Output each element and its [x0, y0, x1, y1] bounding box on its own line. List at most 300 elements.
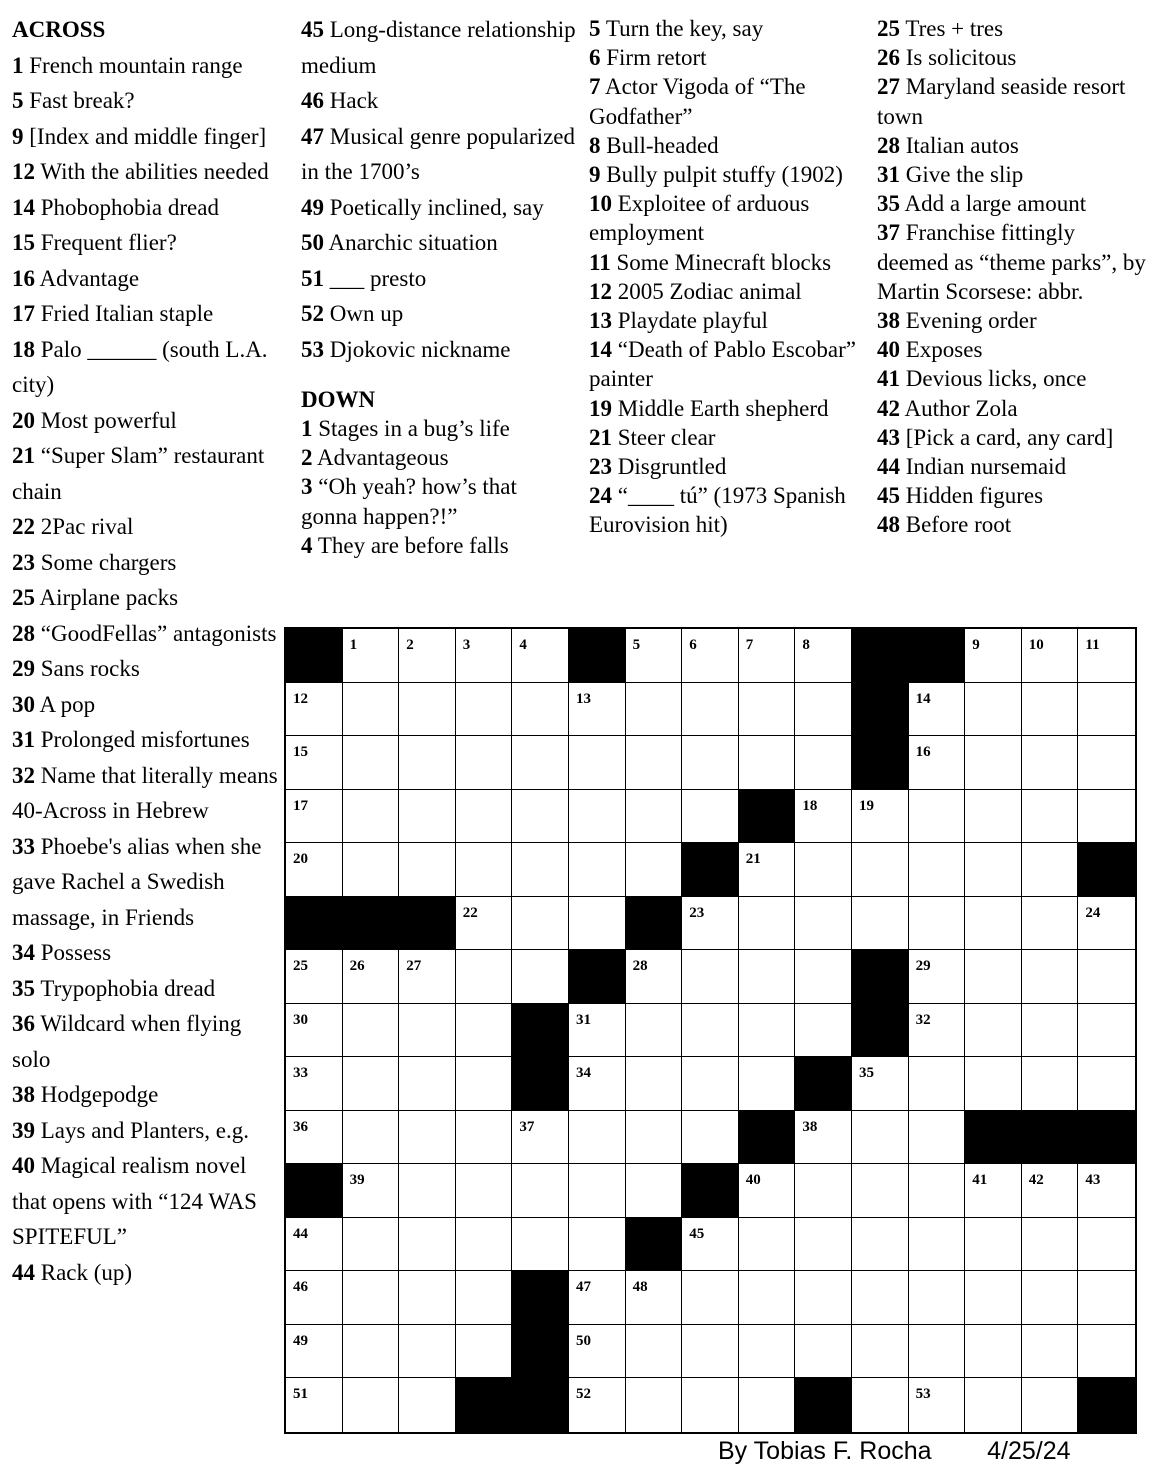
cell-number: 45	[689, 1225, 705, 1242]
grid-cell[interactable]	[626, 950, 683, 1004]
grid-cell[interactable]	[286, 1004, 343, 1058]
grid-cell[interactable]	[343, 790, 400, 844]
grid-cell[interactable]	[739, 1057, 796, 1111]
grid-cell[interactable]	[795, 1218, 852, 1272]
clue-text: Playdate playful	[612, 308, 768, 334]
grid-cell[interactable]	[1022, 1218, 1079, 1272]
clue-number: 28	[877, 132, 900, 158]
clue-item	[589, 14, 867, 43]
grid-block	[569, 950, 626, 1004]
grid-cell[interactable]	[343, 1271, 400, 1325]
grid-cell[interactable]	[795, 683, 852, 737]
clue-number: 9	[12, 123, 24, 149]
clue-item	[301, 12, 576, 83]
grid-cell[interactable]	[512, 843, 569, 897]
clue-number: 35	[12, 975, 35, 1001]
grid-cell[interactable]	[965, 790, 1022, 844]
grid-cell[interactable]	[1022, 1378, 1079, 1432]
clue-text: Fried Italian staple	[35, 301, 214, 326]
grid-cell[interactable]	[795, 1271, 852, 1325]
grid-cell[interactable]	[1078, 1057, 1135, 1111]
cell-number: 48	[632, 1279, 648, 1296]
clue-item	[12, 119, 280, 155]
grid-cell[interactable]	[1022, 736, 1079, 790]
grid-cell[interactable]	[569, 790, 626, 844]
grid-cell[interactable]	[739, 736, 796, 790]
grid-cell[interactable]	[1022, 843, 1079, 897]
clue-number: 36	[12, 1011, 35, 1036]
grid-cell[interactable]	[512, 1111, 569, 1165]
cell-number: 43	[1085, 1172, 1101, 1189]
clue-number: 28	[12, 620, 35, 646]
grid-cell[interactable]	[1022, 629, 1079, 683]
clue-item	[12, 580, 280, 616]
clue-text: 2005 Zodiac animal	[612, 278, 802, 304]
grid-cell[interactable]	[456, 1111, 513, 1165]
grid-cell[interactable]	[286, 1271, 343, 1325]
clue-text: Actor Vigoda of “The Godfather”	[589, 74, 806, 129]
grid-cell[interactable]	[569, 1004, 626, 1058]
grid-cell[interactable]	[1022, 897, 1079, 951]
grid-cell[interactable]	[1078, 1164, 1135, 1218]
grid-cell[interactable]	[909, 736, 966, 790]
grid-cell[interactable]	[456, 843, 513, 897]
clue-text: Italian autos	[900, 132, 1019, 158]
cell-number: 38	[802, 1118, 818, 1135]
clue-number: 32	[12, 762, 35, 788]
cell-number: 44	[293, 1225, 308, 1242]
grid-cell[interactable]	[1022, 1164, 1079, 1218]
clue-item	[877, 452, 1149, 481]
cell-number: 25	[293, 958, 308, 975]
grid-cell[interactable]	[965, 950, 1022, 1004]
grid-cell[interactable]	[909, 790, 966, 844]
grid-cell[interactable]	[682, 1325, 739, 1379]
clue-number: 6	[589, 45, 601, 71]
cell-number: 2	[406, 637, 414, 653]
grid-cell[interactable]	[456, 1271, 513, 1325]
clue-item	[12, 971, 280, 1007]
grid-cell[interactable]	[456, 736, 513, 790]
grid-cell[interactable]	[569, 736, 626, 790]
cell-number: 52	[575, 1386, 591, 1403]
grid-cell[interactable]	[909, 1325, 966, 1379]
grid-block	[739, 790, 796, 844]
grid-cell[interactable]	[682, 897, 739, 951]
clue-text: Advantage	[35, 265, 140, 291]
grid-cell[interactable]	[343, 1057, 400, 1111]
grid-cell[interactable]	[569, 1378, 626, 1432]
grid-block	[852, 683, 909, 737]
grid-cell[interactable]	[739, 843, 796, 897]
grid-cell[interactable]	[456, 629, 513, 683]
grid-cell[interactable]	[343, 1164, 400, 1218]
grid-cell[interactable]	[512, 897, 569, 951]
clue-item	[877, 131, 1149, 160]
clue-item	[589, 160, 867, 189]
clue-text: They are before falls	[312, 532, 509, 558]
grid-cell[interactable]	[852, 1057, 909, 1111]
cell-number: 20	[293, 851, 308, 868]
grid-cell[interactable]	[795, 629, 852, 683]
grid-cell[interactable]	[399, 629, 456, 683]
grid-cell[interactable]	[343, 1378, 400, 1432]
grid-cell[interactable]	[852, 1164, 909, 1218]
across-clues-column-1	[12, 12, 280, 1290]
grid-cell[interactable]	[286, 1378, 343, 1432]
grid-cell[interactable]	[1078, 1218, 1135, 1272]
grid-cell[interactable]	[739, 1004, 796, 1058]
grid-cell[interactable]	[852, 790, 909, 844]
cell-number: 5	[632, 637, 641, 653]
grid-block	[1022, 1111, 1079, 1165]
grid-cell[interactable]	[909, 1271, 966, 1325]
grid-cell[interactable]	[569, 843, 626, 897]
grid-cell[interactable]	[1078, 683, 1135, 737]
grid-cell[interactable]	[569, 897, 626, 951]
grid-cell[interactable]	[909, 1004, 966, 1058]
cell-number: 6	[689, 637, 697, 653]
grid-cell[interactable]	[1078, 950, 1135, 1004]
grid-cell[interactable]	[569, 1271, 626, 1325]
grid-block	[852, 950, 909, 1004]
grid-cell[interactable]	[965, 1164, 1022, 1218]
grid-cell[interactable]	[852, 1111, 909, 1165]
grid-cell[interactable]	[739, 1325, 796, 1379]
grid-cell[interactable]	[965, 843, 1022, 897]
grid-cell[interactable]	[399, 1378, 456, 1432]
clue-item	[301, 296, 576, 332]
grid-cell[interactable]	[682, 790, 739, 844]
clue-text: Lays and Planters, e.g.	[35, 1117, 249, 1143]
grid-cell[interactable]	[682, 736, 739, 790]
grid-cell[interactable]	[965, 1325, 1022, 1379]
clue-item	[12, 261, 280, 297]
grid-cell[interactable]	[343, 1325, 400, 1379]
grid-cell[interactable]	[1078, 1325, 1135, 1379]
clue-item	[301, 443, 576, 472]
grid-cell[interactable]	[965, 1218, 1022, 1272]
grid-cell[interactable]	[739, 1378, 796, 1432]
clue-item	[589, 335, 867, 393]
grid-cell[interactable]	[569, 1111, 626, 1165]
grid-cell[interactable]	[456, 683, 513, 737]
grid-cell[interactable]	[512, 629, 569, 683]
clue-item	[877, 160, 1149, 189]
grid-cell[interactable]	[286, 1325, 343, 1379]
grid-cell[interactable]	[626, 1378, 683, 1432]
grid-cell[interactable]	[399, 1325, 456, 1379]
clue-text: Phoebe's alias when she gave Rachel a Swedish massage, in Friends	[12, 833, 262, 930]
grid-cell[interactable]	[852, 1378, 909, 1432]
clue-item	[12, 758, 280, 829]
clue-number: 29	[12, 656, 35, 681]
grid-cell[interactable]	[852, 843, 909, 897]
grid-cell[interactable]	[286, 1111, 343, 1165]
grid-cell[interactable]	[626, 1057, 683, 1111]
grid-cell[interactable]	[852, 1325, 909, 1379]
grid-cell[interactable]	[626, 1111, 683, 1165]
clue-text: Palo ______ (south L.A. city)	[12, 336, 268, 397]
grid-cell[interactable]	[1022, 1271, 1079, 1325]
grid-cell[interactable]	[1078, 897, 1135, 951]
clue-number: 17	[12, 301, 35, 326]
cell-number: 31	[575, 1011, 591, 1028]
grid-cell[interactable]	[909, 1057, 966, 1111]
clue-number: 5	[589, 16, 601, 41]
grid-cell[interactable]	[909, 843, 966, 897]
grid-cell[interactable]	[626, 1164, 683, 1218]
grid-cell[interactable]	[739, 1164, 796, 1218]
grid-cell[interactable]	[286, 950, 343, 1004]
grid-cell[interactable]	[682, 1057, 739, 1111]
grid-cell[interactable]	[512, 1218, 569, 1272]
grid-cell[interactable]	[852, 1218, 909, 1272]
grid-cell[interactable]	[795, 950, 852, 1004]
grid-cell[interactable]	[965, 1004, 1022, 1058]
grid-cell[interactable]	[1022, 683, 1079, 737]
clue-text: Name that literally means 40-Across in Hebrew	[12, 762, 278, 823]
grid-cell[interactable]	[739, 629, 796, 683]
clue-item	[589, 452, 867, 481]
grid-cell[interactable]	[739, 950, 796, 1004]
grid-cell[interactable]	[456, 1218, 513, 1272]
clue-number: 30	[12, 691, 35, 717]
grid-cell[interactable]	[909, 950, 966, 1004]
clue-text: A pop	[35, 691, 96, 717]
clue-item	[589, 131, 867, 160]
grid-cell[interactable]	[1078, 1004, 1135, 1058]
grid-cell[interactable]	[909, 1378, 966, 1432]
clue-item	[12, 722, 280, 758]
cell-number: 24	[1085, 904, 1101, 921]
grid-block	[795, 1057, 852, 1111]
grid-cell[interactable]	[399, 736, 456, 790]
grid-cell[interactable]	[1078, 736, 1135, 790]
clue-text: Turn the key, say	[600, 16, 764, 41]
grid-cell[interactable]	[965, 1378, 1022, 1432]
cell-number: 36	[293, 1118, 308, 1135]
grid-cell[interactable]	[795, 897, 852, 951]
grid-cell[interactable]	[456, 790, 513, 844]
grid-cell[interactable]	[965, 683, 1022, 737]
grid-block	[286, 897, 343, 951]
grid-cell[interactable]	[909, 1218, 966, 1272]
grid-cell[interactable]	[795, 1325, 852, 1379]
grid-cell[interactable]	[569, 1218, 626, 1272]
clue-number: 38	[12, 1082, 35, 1107]
grid-cell[interactable]	[512, 736, 569, 790]
grid-block	[286, 1164, 343, 1218]
grid-cell[interactable]	[626, 683, 683, 737]
grid-cell[interactable]	[456, 1164, 513, 1218]
clue-text: Magical realism novel that opens with “124 WAS SPITEFUL”	[12, 1153, 257, 1249]
grid-cell[interactable]	[909, 1164, 966, 1218]
cell-number: 23	[689, 904, 705, 921]
grid-cell[interactable]	[286, 1218, 343, 1272]
clue-number: 5	[12, 88, 24, 113]
grid-cell[interactable]	[286, 1057, 343, 1111]
clue-number: 40	[877, 337, 900, 363]
grid-cell[interactable]	[682, 950, 739, 1004]
clue-text: Possess	[35, 940, 112, 965]
grid-cell[interactable]	[852, 897, 909, 951]
grid-cell[interactable]	[852, 1271, 909, 1325]
grid-cell[interactable]	[569, 1164, 626, 1218]
grid-cell[interactable]	[456, 950, 513, 1004]
grid-cell[interactable]	[399, 843, 456, 897]
grid-cell[interactable]	[682, 629, 739, 683]
clue-text: Disgruntled	[612, 454, 727, 480]
clue-item	[12, 616, 280, 652]
grid-cell[interactable]	[682, 1378, 739, 1432]
grid-cell[interactable]	[795, 790, 852, 844]
grid-cell[interactable]	[739, 683, 796, 737]
grid-cell[interactable]	[682, 1111, 739, 1165]
grid-cell[interactable]	[682, 683, 739, 737]
clue-text: Maryland seaside resort town	[877, 74, 1126, 129]
grid-block	[456, 1378, 513, 1432]
grid-cell[interactable]	[286, 736, 343, 790]
grid-cell[interactable]	[399, 950, 456, 1004]
grid-cell[interactable]	[1078, 629, 1135, 683]
clue-item	[12, 332, 280, 403]
grid-cell[interactable]	[909, 1111, 966, 1165]
grid-cell[interactable]	[795, 1164, 852, 1218]
grid-cell[interactable]	[399, 1164, 456, 1218]
cell-number: 3	[462, 637, 471, 653]
grid-cell[interactable]	[909, 897, 966, 951]
cell-number: 12	[293, 690, 308, 707]
grid-cell[interactable]	[399, 683, 456, 737]
grid-cell[interactable]	[1078, 1271, 1135, 1325]
grid-cell[interactable]	[965, 736, 1022, 790]
clue-item	[12, 829, 280, 936]
clue-text: “GoodFellas” antagonists	[35, 620, 277, 646]
cell-number: 8	[802, 637, 810, 653]
clue-number: 14	[12, 194, 35, 220]
clue-item	[589, 423, 867, 452]
grid-cell[interactable]	[343, 683, 400, 737]
grid-cell[interactable]	[343, 1004, 400, 1058]
grid-cell[interactable]	[512, 950, 569, 1004]
grid-cell[interactable]	[569, 683, 626, 737]
grid-cell[interactable]	[343, 1111, 400, 1165]
grid-cell[interactable]	[739, 1271, 796, 1325]
clue-item	[301, 190, 576, 226]
grid-cell[interactable]	[343, 1218, 400, 1272]
clue-item	[301, 472, 576, 530]
grid-cell[interactable]	[286, 790, 343, 844]
clue-text: Own up	[324, 301, 404, 326]
grid-cell[interactable]	[626, 1325, 683, 1379]
grid-cell[interactable]	[739, 897, 796, 951]
grid-cell[interactable]	[795, 843, 852, 897]
grid-cell[interactable]	[456, 897, 513, 951]
down-clues-column-4	[877, 14, 1149, 540]
grid-cell[interactable]	[456, 1057, 513, 1111]
grid-cell[interactable]	[1022, 1004, 1079, 1058]
grid-cell[interactable]	[626, 843, 683, 897]
grid-cell[interactable]	[682, 1271, 739, 1325]
grid-cell[interactable]	[512, 683, 569, 737]
clue-number: 23	[12, 549, 35, 575]
author-credit: By Tobias F. Rocha	[718, 1437, 932, 1465]
grid-cell[interactable]	[512, 790, 569, 844]
cell-number: 41	[972, 1172, 988, 1189]
grid-cell[interactable]	[626, 736, 683, 790]
grid-cell[interactable]	[399, 790, 456, 844]
grid-cell[interactable]	[286, 843, 343, 897]
grid-cell[interactable]	[965, 629, 1022, 683]
grid-cell[interactable]	[512, 1164, 569, 1218]
grid-cell[interactable]	[343, 629, 400, 683]
grid-cell[interactable]	[399, 1057, 456, 1111]
grid-cell[interactable]	[399, 1004, 456, 1058]
grid-cell[interactable]	[626, 790, 683, 844]
grid-cell[interactable]	[795, 736, 852, 790]
grid-block	[1078, 1111, 1135, 1165]
grid-cell[interactable]	[965, 1271, 1022, 1325]
grid-cell[interactable]	[1022, 1057, 1079, 1111]
grid-cell[interactable]	[399, 1218, 456, 1272]
grid-cell[interactable]	[456, 1325, 513, 1379]
grid-cell[interactable]	[1022, 790, 1079, 844]
grid-cell[interactable]	[1022, 1325, 1079, 1379]
grid-cell[interactable]	[1078, 790, 1135, 844]
grid-cell[interactable]	[965, 1057, 1022, 1111]
clue-item	[12, 1255, 280, 1291]
clue-text: Some chargers	[35, 549, 177, 575]
grid-cell[interactable]	[739, 1218, 796, 1272]
grid-cell[interactable]	[343, 950, 400, 1004]
grid-cell[interactable]	[626, 1271, 683, 1325]
grid-cell[interactable]	[569, 1325, 626, 1379]
clue-number: 31	[12, 727, 35, 752]
grid-cell[interactable]	[965, 897, 1022, 951]
grid-block	[795, 1378, 852, 1432]
grid-cell[interactable]	[343, 736, 400, 790]
grid-cell[interactable]	[909, 683, 966, 737]
grid-cell[interactable]	[343, 843, 400, 897]
grid-block	[852, 736, 909, 790]
grid-cell[interactable]	[626, 629, 683, 683]
clue-text: 2Pac rival	[35, 514, 134, 539]
clue-text: Exploitee of arduous employment	[589, 191, 810, 246]
grid-cell[interactable]	[286, 683, 343, 737]
grid-cell[interactable]	[682, 1218, 739, 1272]
grid-cell[interactable]	[399, 1111, 456, 1165]
grid-cell[interactable]	[569, 1057, 626, 1111]
grid-cell[interactable]	[456, 1004, 513, 1058]
grid-cell[interactable]	[399, 1271, 456, 1325]
grid-cell[interactable]	[682, 1004, 739, 1058]
clue-number: 53	[301, 336, 324, 362]
clue-number: 12	[589, 278, 612, 304]
grid-cell[interactable]	[626, 1004, 683, 1058]
grid-cell[interactable]	[1022, 950, 1079, 1004]
clue-number: 16	[12, 265, 35, 291]
clue-item	[877, 189, 1149, 218]
clue-number: 25	[12, 585, 35, 610]
grid-cell[interactable]	[795, 1111, 852, 1165]
cell-number: 22	[462, 904, 478, 921]
clue-number: 18	[12, 336, 35, 362]
clue-text: Author Zola	[900, 395, 1018, 421]
clue-number: 31	[877, 162, 900, 188]
grid-cell[interactable]	[795, 1004, 852, 1058]
clue-number: 46	[301, 88, 324, 113]
